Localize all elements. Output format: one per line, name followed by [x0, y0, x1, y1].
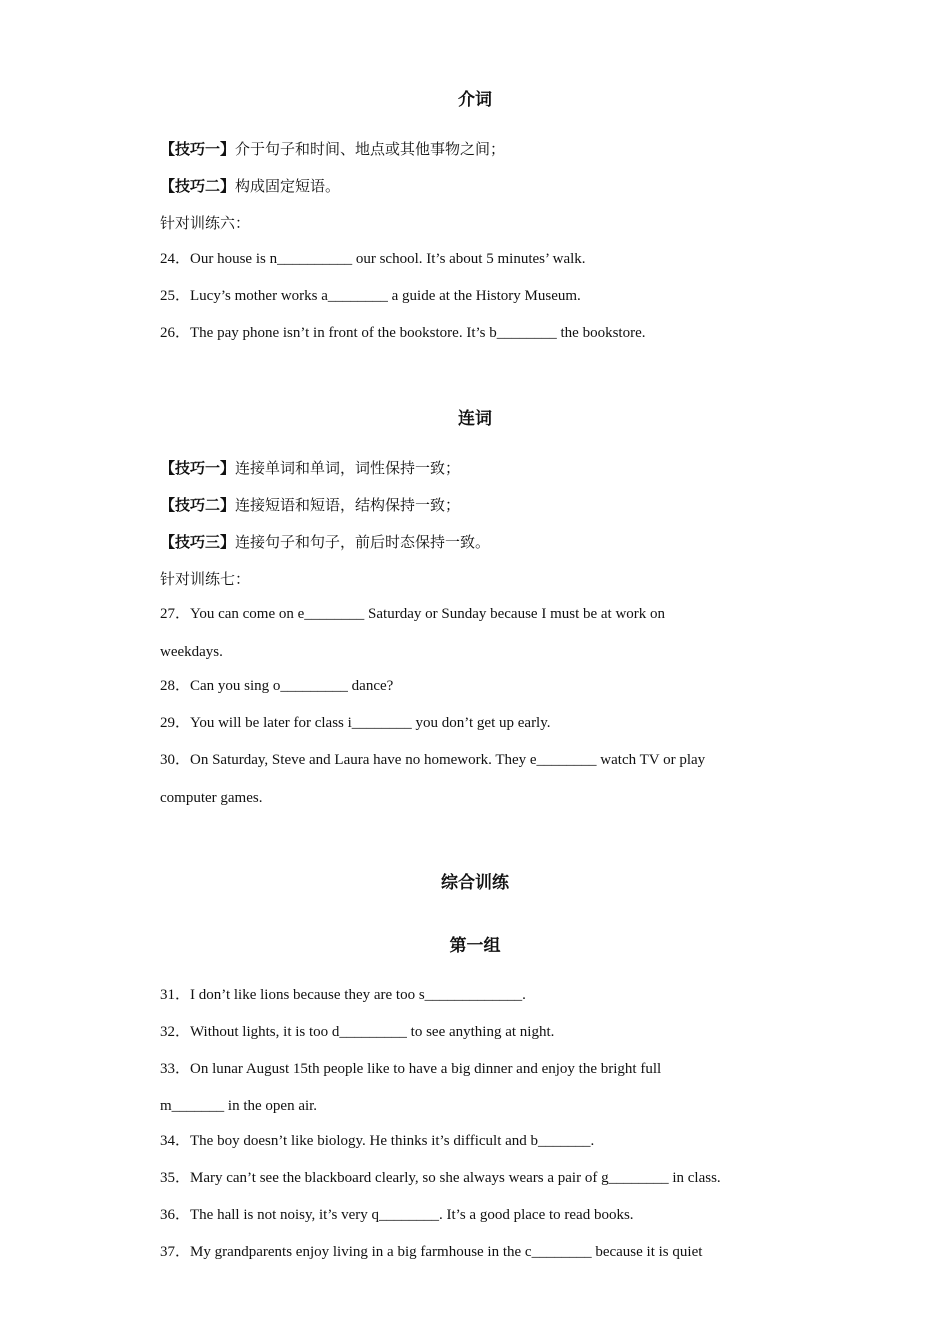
- question-33: 33．On lunar August 15th people like to have a big dinner and enjoy the bright full: [160, 1061, 662, 1077]
- tip-text: 构成固定短语。: [235, 179, 341, 195]
- tip-1: [160, 459, 460, 479]
- tip-2: [160, 496, 460, 516]
- question-28: 28．Can you sing o_________ dance?: [160, 678, 394, 694]
- question-30-continued: computer games.: [160, 790, 263, 806]
- tip-text: 介于句子和时间、地点或其他事物之间；: [235, 142, 506, 158]
- tip-1: [160, 140, 505, 160]
- question-31: 31．I don’t like lions because they are too s_____________.: [160, 987, 526, 1003]
- tip-label: 【技巧一】: [160, 142, 236, 158]
- tip-label: 【技巧二】: [160, 498, 236, 514]
- tip-text: 连接单词和单词，词性保持一致；: [235, 461, 461, 477]
- training-label: 针对训练六：: [160, 216, 251, 232]
- question-25: 25．Lucy’s mother works a________ a guide at the History Museum.: [160, 288, 581, 304]
- question-36: 36．The hall is not noisy, it’s very q________. It’s a good place to read books.: [160, 1207, 634, 1223]
- question-27-continued: weekdays.: [160, 644, 223, 660]
- tip-label: 【技巧一】: [160, 461, 236, 477]
- question-26: 26．The pay phone isn’t in front of the bookstore. It’s b________ the bookstore.: [160, 325, 646, 341]
- question-24: 24．Our house is n__________ our school. It’s about 5 minutes’ walk.: [160, 251, 586, 267]
- tip-label: 【技巧二】: [160, 179, 236, 195]
- tip-label: 【技巧三】: [160, 535, 236, 551]
- question-35: 35．Mary can’t see the blackboard clearly, so she always wears a pair of g________ in class.: [160, 1170, 721, 1186]
- question-34: 34．The boy doesn’t like biology. He thinks it’s difficult and b_______.: [160, 1133, 595, 1149]
- tip-text: 连接句子和句子，前后时态保持一致。: [235, 535, 491, 551]
- training-label: 针对训练七：: [160, 572, 251, 588]
- question-33-continued: m_______ in the open air.: [160, 1098, 318, 1114]
- question-32: 32．Without lights, it is too d_________ to see anything at night.: [160, 1024, 555, 1040]
- question-29: 29．You will be later for class i________ you don’t get up early.: [160, 715, 551, 731]
- tip-text: 连接短语和短语，结构保持一致；: [235, 498, 461, 514]
- question-30: 30．On Saturday, Steve and Laura have no homework. They e________ watch TV or play: [160, 752, 706, 768]
- section-title-conjunctions: 连词: [458, 409, 492, 428]
- question-37: 37．My grandparents enjoy living in a big farmhouse in the c________ because it is quiet: [160, 1244, 703, 1260]
- question-27: 27．You can come on e________ Saturday or Sunday because I must be at work on: [160, 606, 666, 622]
- tip-2: [160, 177, 340, 197]
- tip-3: [160, 533, 490, 553]
- section-title-prepositions: 介词: [458, 90, 492, 109]
- section-title-comprehensive: 综合训练: [441, 873, 509, 892]
- group-title: 第一组: [449, 936, 501, 955]
